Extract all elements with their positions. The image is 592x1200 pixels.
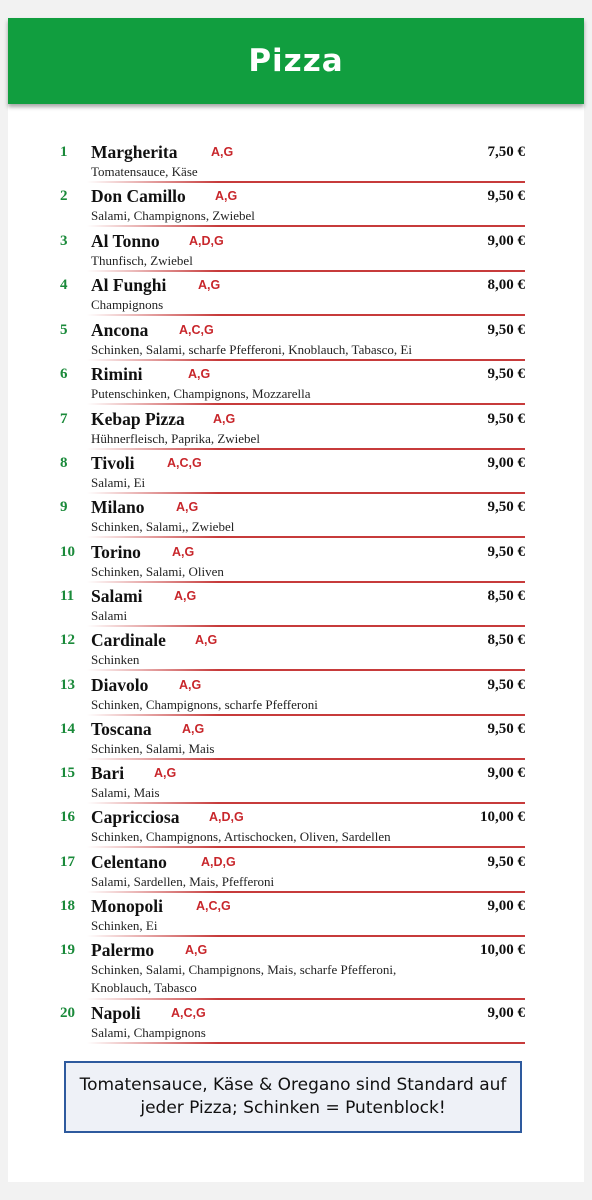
menu-page [8,18,584,1182]
item-allergens: A,G [198,278,221,292]
item-divider [87,448,525,450]
item-description: Schinken, Salami, Champignons, Mais, scharfe Pfefferoni, Knoblauch, Tabasco [91,962,397,995]
item-price: 9,50 € [487,188,525,204]
item-name: Kebap Pizza [91,409,185,429]
item-name: Al Tonno [91,231,160,251]
item-divider [87,891,525,893]
item-price: 8,50 € [487,588,525,604]
item-number: 13 [60,677,75,693]
item-description: Tomatensauce, Käse [91,164,198,179]
item-description: Schinken, Salami, Mais [91,741,215,756]
item-divider [87,403,525,405]
item-allergens: A,G [188,367,211,381]
item-name: Palermo [91,940,155,960]
item-number: 5 [60,322,68,338]
item-allergens: A,C,G [167,456,202,470]
item-divider [87,998,525,1000]
item-allergens: A,G [185,943,208,957]
item-divider [87,802,525,804]
item-allergens: A,G [182,722,205,736]
item-description: Schinken [91,652,140,667]
item-price: 7,50 € [487,144,525,160]
item-description: Salami, Sardellen, Mais, Pfefferoni [91,874,275,889]
item-name: Margherita [91,142,178,162]
item-description: Salami, Champignons [91,1025,206,1040]
item-description: Schinken, Salami, Oliven [91,564,224,579]
item-allergens: A,D,G [189,234,224,248]
item-divider [87,492,525,494]
item-name: Capricciosa [91,807,180,827]
item-price: 9,00 € [487,455,525,471]
item-allergens: A,G [195,633,218,647]
page-title: Pizza [248,43,344,79]
item-number: 4 [60,277,68,293]
item-description: Salami, Champignons, Zwiebel [91,208,255,223]
item-divider [87,1042,525,1044]
item-description: Schinken, Ei [91,918,158,933]
item-number: 20 [60,1005,75,1021]
item-number: 3 [60,233,68,249]
item-name: Salami [91,586,143,606]
item-price: 10,00 € [480,809,525,825]
item-number: 17 [60,854,75,870]
item-description: Thunfisch, Zwiebel [91,253,193,268]
item-description: Salami, Mais [91,785,160,800]
item-description: Schinken, Champignons, Artischocken, Oliven, Sardellen [91,829,391,844]
item-divider [87,181,525,183]
item-divider [87,225,525,227]
item-allergens: A,D,G [209,810,244,824]
item-name: Torino [91,542,141,562]
item-number: 12 [60,632,75,648]
item-allergens: A,G [172,545,195,559]
item-number: 1 [60,144,68,160]
item-allergens: A,G [215,189,238,203]
item-allergens: A,G [154,766,177,780]
item-allergens: A,G [213,412,236,426]
item-allergens: A,C,G [179,323,214,337]
item-name: Don Camillo [91,186,186,206]
item-number: 6 [60,366,68,382]
item-allergens: A,C,G [196,899,231,913]
item-description: Hühnerfleisch, Paprika, Zwiebel [91,431,260,446]
item-number: 7 [60,411,68,427]
info-note-text: Tomatensauce, Käse & Oregano sind Standard auf jeder Pizza; Schinken = Putenblock! [79,1075,507,1118]
item-number: 16 [60,809,75,825]
info-note [64,1061,522,1133]
item-number: 10 [60,544,75,560]
item-price: 9,50 € [487,677,525,693]
item-divider [87,669,525,671]
item-divider [87,314,525,316]
item-description: Champignons [91,297,164,312]
item-description: Salami [91,608,128,623]
item-allergens: A,G [179,678,202,692]
item-number: 11 [60,588,75,604]
item-name: Rimini [91,364,143,384]
item-divider [87,846,525,848]
item-name: Ancona [91,320,149,340]
item-divider [87,581,525,583]
item-name: Celentano [91,852,167,872]
item-price: 9,00 € [487,765,525,781]
item-allergens: A,G [211,145,234,159]
item-description: Putenschinken, Champignons, Mozzarella [91,386,311,401]
item-name: Diavolo [91,675,149,695]
item-divider [87,536,525,538]
item-divider [87,935,525,937]
item-divider [87,758,525,760]
item-name: Tivoli [91,453,135,473]
item-number: 15 [60,765,75,781]
item-divider [87,625,525,627]
item-number: 8 [60,455,68,471]
item-price: 9,00 € [487,233,525,249]
item-divider [87,714,525,716]
item-price: 9,50 € [487,366,525,382]
item-description: Schinken, Salami,, Zwiebel [91,519,235,534]
item-price: 9,50 € [487,411,525,427]
item-name: Napoli [91,1003,141,1023]
item-allergens: A,G [174,589,197,603]
item-name: Milano [91,497,145,517]
item-allergens: A,C,G [171,1006,206,1020]
item-divider [87,270,525,272]
item-price: 9,50 € [487,721,525,737]
item-divider [87,359,525,361]
item-number: 9 [60,499,68,515]
menu-header [8,18,584,104]
item-name: Al Funghi [91,275,167,295]
item-price: 10,00 € [480,942,525,958]
item-name: Toscana [91,719,152,739]
item-description: Salami, Ei [91,475,146,490]
item-allergens: A,G [176,500,199,514]
item-description: Schinken, Salami, scharfe Pfefferoni, Knoblauch, Tabasco, Ei [91,342,412,357]
item-price: 9,50 € [487,544,525,560]
item-number: 18 [60,898,75,914]
item-number: 2 [60,188,68,204]
item-price: 8,50 € [487,632,525,648]
item-price: 9,50 € [487,854,525,870]
item-description: Schinken, Champignons, scharfe Pfefferoni [91,697,318,712]
item-name: Cardinale [91,630,166,650]
item-price: 9,00 € [487,898,525,914]
item-price: 9,50 € [487,322,525,338]
item-price: 9,00 € [487,1005,525,1021]
item-name: Bari [91,763,125,783]
item-name: Monopoli [91,896,163,916]
item-allergens: A,D,G [201,855,236,869]
item-number: 19 [60,942,75,958]
item-number: 14 [60,721,75,737]
item-price: 8,00 € [487,277,525,293]
item-price: 9,50 € [487,499,525,515]
